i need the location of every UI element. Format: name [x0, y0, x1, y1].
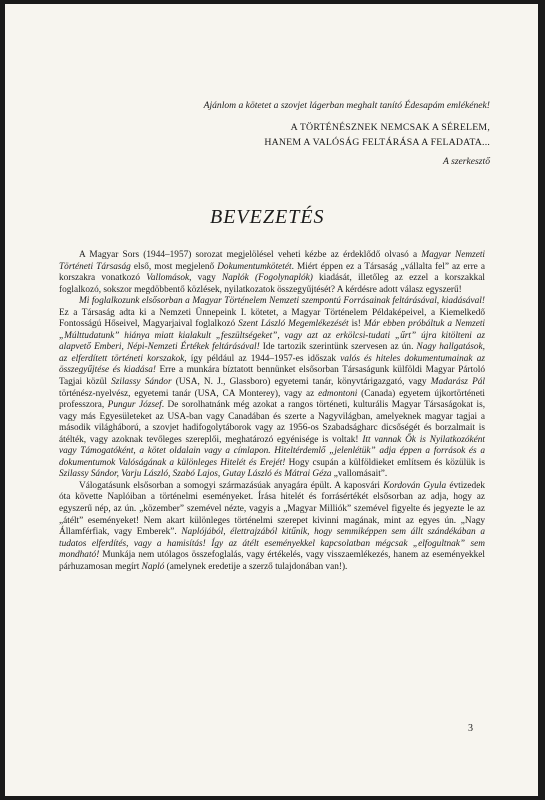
editor-signature: A szerkesztő [443, 156, 490, 167]
body-text [59, 250, 485, 573]
text-run: (Canada) egyetem újkortörténeti professzora, [59, 388, 485, 411]
text-run: . Miért éppen ez a Társaság „vállalta fel” az erre a korszakra vonatkozó [59, 261, 486, 284]
paragraph [59, 250, 485, 296]
text-run: Ez a Társaság adta ki a Nemzeti Ünnepeink I. kötetet, a Magyar Történelem Példaképeivel, a Kiemelkedő Fontosságú Hőseivel, Magyarjaival foglalkozó [59, 307, 485, 330]
italic-text-run: Madarász Pál [430, 377, 486, 388]
text-run: kiadását, illetőleg az ezzel a korszakkal foglalkozó, sokszor megdöbbentő közlések, nyilatkozatok összegyűjtését? A kérdésre adott válasz egyszerű! [59, 273, 486, 295]
italic-text-run: Már ebben próbáltuk a Nemzeti „Múlttudatunk” hiánya miatt kialakult „feszültségeket”, vagy azt az erkölcsi-tudati „űrt” újra kitölteni az alapvető Emberi, Népi-Nemzeti Értékek feltárásával! [59, 319, 485, 353]
text-run: Válogatásunk elsősorban a somogyi származásúak anyagára épült. A kaposvári [79, 480, 384, 491]
page-number: 3 [468, 723, 473, 734]
italic-text-run: Nagy hallgatások, az elferdített történeti korszakok, [59, 342, 485, 364]
italic-text-run: Szilassy Sándor, Varju László, Szabó Lajos, Gutay László és Mátrai Géza [59, 469, 332, 480]
text-run: „vallomásait”. [331, 469, 388, 480]
italic-text-run: Pungur József [107, 400, 162, 411]
paragraph [59, 296, 485, 481]
text-run: Hogy csupán a külföldieket említsem és közülük is [285, 457, 485, 468]
text-run: is! [348, 319, 364, 330]
text-run: történész-nyelvész, egyetemi tanár (USA, CA Monterey), vagy az [59, 388, 319, 399]
text-run: Erre a munkára bíztatott bennünket elsősorban Társaságunk külföldi Magyar Pártoló Tagjai közül [59, 365, 485, 388]
motto [5, 120, 538, 150]
italic-text-run: Vallomások [146, 273, 190, 284]
text-run: (amelynek eredetije a szerző tulajdonában van!). [164, 561, 348, 572]
italic-text-run: Mi foglalkozunk elsősorban a Magyar Történelem Nemzeti szempontú Forrásainak feltárásával, kiadásával! [79, 296, 485, 307]
text-run: évtizedek óta követte Naplóiban a történelmi eseményeket. Írása hitelét és forrásértékét elsősorban az adja, hogy az egyszerű nép, az ún. „közember” szemével nézte, vagyis a „Magyar Milliók” szemével figyelte és jegyezte le az „átélt” eseményeket! Nem akart különleges történelmi szerepet kivinni magának, mint az egyes ún. „Nagy Államférfiak, vagy Emberek”. [59, 480, 485, 538]
text-run: (USA, N. J., Glassboro) egyetemi tanár, könyvtárigazgató, vagy [171, 377, 431, 388]
dedication: Ajánlom a kötetet a szovjet lágerban meghalt tanító Édesapám emlékének! [203, 100, 490, 111]
italic-text-run: Szent László Megemlékezését [238, 319, 349, 330]
text-run: így például az 1944–1957-es időszak [186, 353, 341, 364]
text-run: A Magyar Sors (1944–1957) sorozat megjelölésel veheti kézbe az érdeklődő olvasó a [79, 250, 422, 260]
italic-text-run: Itt vannak Ők is Nyilatkozóként vagy Támogatóként, a kötet oldalain vagy a címlapon. Hiteltérdemlő „jelenlétük” adja éppen a források és a dokumentumok Valóságának a különleges Hitelét és Erejét! [59, 434, 485, 468]
italic-text-run: Így az átélt eseményekkel kapcsolatban mégcsak „elfogultnak” sem mondható! [59, 538, 486, 561]
italic-text-run: Naplók (Fogolynaplók) [221, 273, 313, 284]
motto-line: A TÖRTÉNÉSZNEK NEMCSAK A SÉRELEM, [290, 122, 490, 133]
italic-text-run: Kordován Gyula [383, 480, 447, 491]
book-page [5, 4, 538, 796]
italic-text-run: Dokumentumkötetét [217, 261, 292, 272]
page-title: BEVEZETÉS [210, 206, 325, 228]
italic-text-run: Szilassy Sándor [111, 377, 172, 388]
italic-text-run: valós és hiteles dokumentumainak az összegyűjtése és kiadása! [59, 353, 485, 376]
text-run: első, most megjelenő [130, 261, 218, 272]
italic-text-run: Napló [141, 561, 165, 572]
text-run: , vagy [189, 273, 222, 284]
paragraph [59, 481, 485, 573]
text-run: . De sorolhatnánk még azokat a rangos történeti, kulturális Magyar Társaságokat is, vagy más Egyesületeket az USA-ban vagy Canadában és szerte a Nagyvilágban, amelyeknek magyar tagjai a második világháború, a szovjet hadifogolytáborok vagy az 1956-os Szabadságharc dicsőségét és borzalmait is átélték, vagy azoknak tevőleges szereplői, meghatározó egyénisége is voltak! [59, 400, 486, 445]
motto-line: HANEM A VALÓSÁG FELTÁRÁSA A FELADATA... [264, 137, 490, 148]
italic-text-run: Magyar Nemzeti Történeti Társaság [59, 250, 485, 272]
text-run: Munkája nem utólagos összefoglalás, vagy értékelés, vagy visszaemlékezés, hanem az eseményekkel párhuzamosan megírt [59, 550, 485, 572]
italic-text-run: Naplójából, élettrajzából kitűnik, hogy semmiképpen sem állt szándékában a tudatos elferdítés, vagy a hamisítás! [59, 527, 486, 549]
italic-text-run: edmontoni [318, 388, 358, 399]
text-run: Ide tartozik szerintünk szervesen az ún. [259, 342, 417, 353]
